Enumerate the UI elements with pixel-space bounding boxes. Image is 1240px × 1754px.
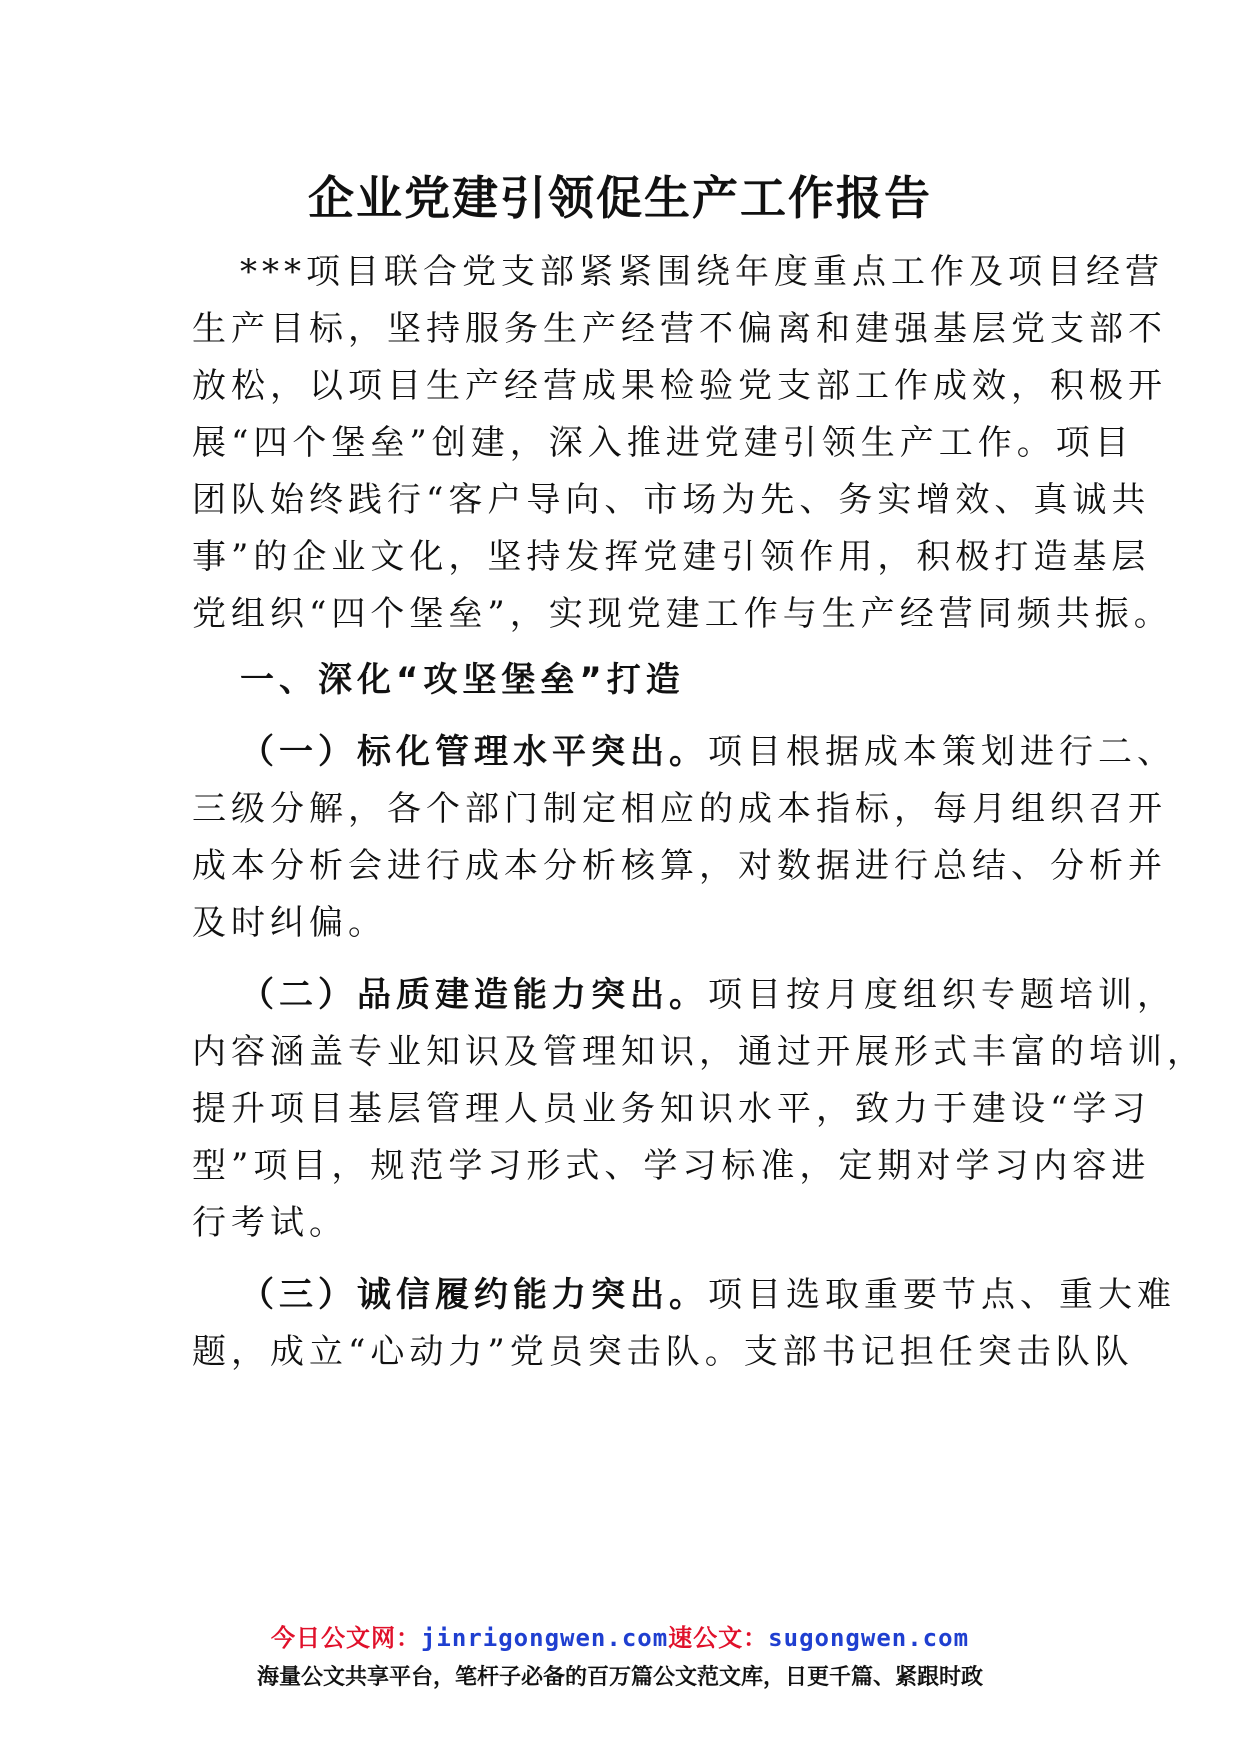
- intro-line: 放松，以项目生产经营成果检验党支部工作成效，积极开: [192, 366, 1167, 406]
- item-lead: （三）诚信履约能力突出。: [240, 1275, 708, 1315]
- item-text: 项目根据成本策划进行二、: [708, 732, 1176, 772]
- item-line: 型”项目，规范学习形式、学习标准，定期对学习内容进: [192, 1146, 1151, 1186]
- item-first-line: [240, 1271, 1176, 1319]
- footer-sites: [0, 1618, 1240, 1653]
- intro-line: 党组织“四个堡垒”，实现党建工作与生产经营同频共振。: [192, 594, 1173, 634]
- site2-link[interactable]: sugongwen.com: [768, 1624, 970, 1652]
- document-title: 企业党建引领促生产工作报告: [308, 171, 932, 225]
- item-line: 及时纠偏。: [192, 903, 387, 943]
- item-text: 项目选取重要节点、重大难: [708, 1275, 1176, 1315]
- item-first-line: [240, 971, 1176, 1019]
- item-line: 三级分解，各个部门制定相应的成本指标，每月组织召开: [192, 789, 1167, 829]
- site1-name: 今日公文网：: [270, 1624, 421, 1652]
- item-line: 题，成立“心动力”党员突击队。支部书记担任突击队队: [192, 1332, 1134, 1372]
- item-line: 行考试。: [192, 1203, 348, 1243]
- intro-line: ***项目联合党支部紧紧围绕年度重点工作及项目经营: [240, 252, 1164, 292]
- item-first-line: [240, 728, 1176, 776]
- item-lead: （一）标化管理水平突出。: [240, 732, 708, 772]
- intro-line: 生产目标，坚持服务生产经营不偏离和建强基层党支部不: [192, 309, 1167, 349]
- footer-slogan: 海量公文共享平台，笔杆子必备的百万篇公文范文库，日更千篇、紧跟时政: [256, 1665, 983, 1690]
- intro-line: 事”的企业文化，坚持发挥党建引领作用，积极打造基层: [192, 537, 1151, 577]
- site1-link[interactable]: jinrigongwen.com: [420, 1624, 669, 1652]
- intro-line: 团队始终践行“客户导向、市场为先、务实增效、真诚共: [192, 480, 1151, 520]
- item-text: 项目按月度组织专题培训，: [708, 975, 1176, 1015]
- section-heading: 一、深化“攻坚堡垒”打造: [240, 660, 685, 700]
- intro-line: 展“四个堡垒”创建，深入推进党建引领生产工作。项目: [192, 423, 1134, 463]
- item-lead: （二）品质建造能力突出。: [240, 975, 708, 1015]
- item-line: 内容涵盖专业知识及管理知识，通过开展形式丰富的培训，: [192, 1032, 1206, 1072]
- item-line: 成本分析会进行成本分析核算，对数据进行总结、分析并: [192, 846, 1167, 886]
- item-line: 提升项目基层管理人员业务知识水平，致力于建设“学习: [192, 1089, 1151, 1129]
- site2-name: 速公文：: [668, 1624, 769, 1652]
